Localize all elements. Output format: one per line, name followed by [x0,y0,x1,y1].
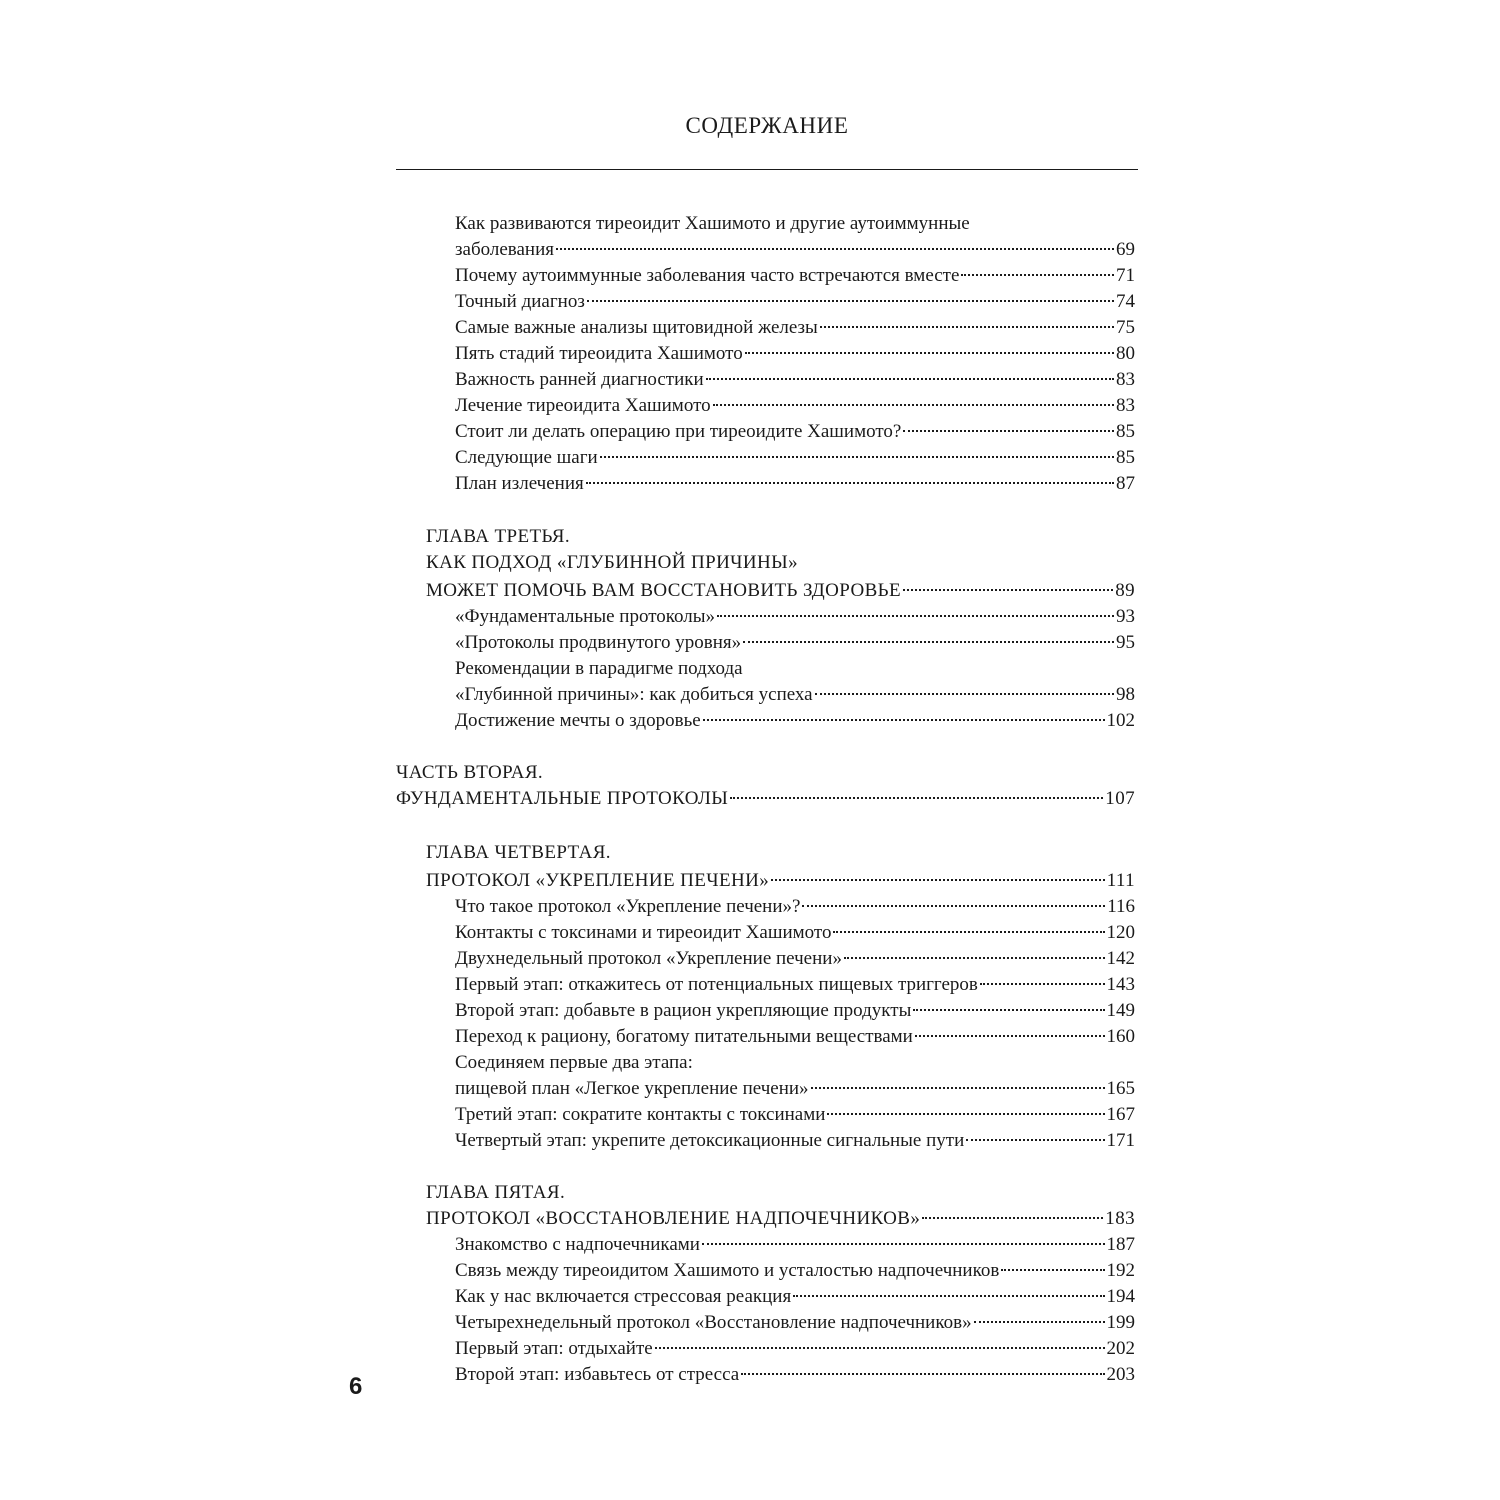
toc-entry-text: Точный диагноз [455,291,585,312]
toc-entry-text: Рекомендации в парадигме подхода [455,658,743,679]
toc-page-number: 165 [1106,1078,1135,1099]
toc-entry[interactable] [455,1336,1135,1362]
toc-entry-text: Соединяем первые два этапа: [455,1052,693,1073]
leader-dots [903,589,1113,591]
toc-page-number: 203 [1106,1364,1135,1385]
leader-dots [827,1113,1104,1115]
leader-dots [811,1087,1105,1089]
toc-entry-text: ПРОТОКОЛ «ВОССТАНОВЛЕНИЕ НАДПОЧЕЧНИКОВ» [426,1208,921,1229]
toc-page-number: 160 [1106,1026,1135,1047]
leader-dots [903,430,1114,432]
toc-page-number: 143 [1106,974,1135,995]
toc-entry-text: ГЛАВА ТРЕТЬЯ. [426,526,571,547]
toc-page-number: 93 [1116,606,1135,627]
leader-dots [600,456,1114,458]
toc-entry-text: ГЛАВА ПЯТАЯ. [426,1182,566,1203]
leader-dots [556,248,1114,250]
toc-entry[interactable] [455,1024,1135,1050]
toc-entry-text: Четвертый этап: укрепите детоксикационные сигнальные пути [455,1130,965,1151]
toc-entry-text: Как у нас включается стрессовая реакция [455,1286,792,1307]
toc-entry[interactable] [455,972,1135,998]
leader-dots [966,1139,1104,1141]
toc-entry-text: Контакты с токсинами и тиреоидит Хашимото [455,922,832,943]
toc-entry-text: ГЛАВА ЧЕТВЕРТАЯ. [426,842,611,863]
leader-dots [1001,1269,1104,1271]
toc-entry[interactable] [455,630,1135,656]
toc-page-number: 120 [1106,922,1135,943]
toc-page-number: 95 [1116,632,1135,653]
leader-dots [922,1217,1103,1219]
toc-entry-text: Четырехнедельный протокол «Восстановление надпочечников» [455,1312,972,1333]
toc-entry-text: Первый этап: откажитесь от потенциальных пищевых триггеров [455,974,978,995]
leader-dots [915,1035,1105,1037]
toc-page-number: 89 [1115,580,1135,601]
toc-entry[interactable] [455,1232,1135,1258]
toc-page-number: 74 [1116,291,1135,312]
toc-entry[interactable] [455,604,1135,630]
toc-page-number: 80 [1116,343,1135,364]
toc-entry[interactable] [455,419,1135,445]
leader-dots [730,797,1103,799]
toc-entry[interactable] [455,1050,1135,1076]
page-title: СОДЕРЖАНИЕ [685,113,849,138]
toc-entry[interactable] [455,1258,1135,1284]
toc-entry-text: «Протоколы продвинутого уровня» [455,632,742,653]
toc-entry-text: Переход к рациону, богатому питательными веществами [455,1026,913,1047]
toc-entry-text: ЧАСТЬ ВТОРАЯ. [396,762,544,783]
leader-dots [793,1295,1104,1297]
page-number: 6 [349,1373,363,1400]
toc-entry[interactable] [455,1284,1135,1310]
toc-entry-text: Почему аутоиммунные заболевания часто встречаются вместе [455,265,960,286]
toc-entry[interactable] [455,656,1135,682]
toc-entry[interactable] [455,393,1135,419]
toc-entry[interactable] [455,315,1135,341]
leader-dots [713,404,1114,406]
toc-page-number: 69 [1116,239,1135,260]
toc-entry-text: Стоит ли делать операцию при тиреоидите Хашимото? [455,421,902,442]
toc-page-number: 149 [1106,1000,1135,1021]
toc-entry[interactable] [455,341,1135,367]
toc-entry-text: «Глубинной причины»: как добиться успеха [455,684,813,705]
chapter-heading[interactable] [426,840,1135,866]
toc-entry[interactable] [455,211,1135,237]
toc-entry[interactable] [455,445,1135,471]
toc-page-number: 183 [1105,1208,1135,1229]
leader-dots [802,905,1105,907]
leader-dots [587,300,1114,302]
part-heading[interactable] [396,760,1135,786]
toc-entry-text: «Фундаментальные протоколы» [455,606,716,627]
toc-entry-text: заболевания [455,239,554,260]
leader-dots [703,719,1105,721]
toc-entry-text: Лечение тиреоидита Хашимото [455,395,711,416]
toc-page-number: 75 [1116,317,1135,338]
toc-page-number: 202 [1106,1338,1135,1359]
toc-page-number: 71 [1116,265,1135,286]
chapter-heading[interactable] [426,524,1135,550]
chapter-heading[interactable] [426,868,1135,894]
leader-dots [745,352,1114,354]
toc-entry-text: Как развиваются тиреоидит Хашимото и другие аутоиммунные [455,213,970,234]
toc-entry[interactable] [455,263,1135,289]
toc-entry-text: Второй этап: добавьте в рацион укрепляющие продукты [455,1000,912,1021]
toc-entry[interactable] [455,920,1135,946]
leader-dots [980,983,1105,985]
leader-dots [913,1009,1104,1011]
toc-entry-text: Самые важные анализы щитовидной железы [455,317,818,338]
toc-entry-text: Следующие шаги [455,447,598,468]
toc-entry-text: МОЖЕТ ПОМОЧЬ ВАМ ВОССТАНОВИТЬ ЗДОРОВЬЕ [426,580,901,601]
toc-entry-text: Третий этап: сократите контакты с токсинами [455,1104,826,1125]
toc-entry-text: ПРОТОКОЛ «УКРЕПЛЕНИЕ ПЕЧЕНИ» [426,870,770,891]
leader-dots [844,957,1105,959]
toc-page-number: 85 [1116,447,1135,468]
toc-entry-text: Двухнедельный протокол «Укрепление печени» [455,948,842,969]
toc-page-number: 192 [1106,1260,1135,1281]
leader-dots [702,1243,1105,1245]
toc-entry[interactable] [455,708,1135,734]
toc-entry-text: Связь между тиреоидитом Хашимото и усталостью надпочечников [455,1260,1000,1281]
part-heading[interactable] [396,786,1135,812]
leader-dots [717,615,1114,617]
toc-entry[interactable] [455,1102,1135,1128]
chapter-heading[interactable] [426,550,1135,576]
leader-dots [706,378,1114,380]
toc-entry[interactable] [455,1076,1135,1102]
toc-entry[interactable] [455,1362,1135,1388]
toc-page-number: 199 [1106,1312,1135,1333]
toc-page-number: 83 [1116,369,1135,390]
toc-entry[interactable] [455,998,1135,1024]
toc-entry-text: Важность ранней диагностики [455,369,704,390]
toc-entry-text: Первый этап: отдыхайте [455,1338,653,1359]
toc-page-number: 194 [1106,1286,1135,1307]
toc-page-number: 83 [1116,395,1135,416]
toc-entry-text: КАК ПОДХОД «ГЛУБИННОЙ ПРИЧИНЫ» [426,552,799,573]
title-rule [396,169,1138,170]
leader-dots [655,1347,1105,1349]
toc-entry-text: Достижение мечты о здоровье [455,710,701,731]
leader-dots [741,1373,1104,1375]
chapter-heading[interactable] [426,1206,1135,1232]
toc-entry-text: Знакомство с надпочечниками [455,1234,700,1255]
leader-dots [815,693,1114,695]
leader-dots [961,274,1114,276]
leader-dots [743,641,1114,643]
toc-page-number: 87 [1116,473,1135,494]
toc-entry[interactable] [455,237,1135,263]
chapter-heading[interactable] [426,578,1135,604]
toc-page-number: 102 [1106,710,1135,731]
leader-dots [833,931,1104,933]
toc-entry[interactable] [455,471,1135,497]
leader-dots [974,1321,1105,1323]
leader-dots [586,482,1114,484]
toc-entry-text: План излечения [455,473,584,494]
toc-entry[interactable] [455,946,1135,972]
leader-dots [820,326,1114,328]
toc-page-number: 142 [1106,948,1135,969]
chapter-heading[interactable] [426,1180,1135,1206]
toc-entry[interactable] [455,1310,1135,1336]
toc-entry[interactable] [455,682,1135,708]
toc-page-number: 85 [1116,421,1135,442]
toc-page-number: 171 [1106,1130,1135,1151]
toc-entry[interactable] [455,367,1135,393]
toc-page-number: 116 [1107,896,1135,917]
toc-page-number: 98 [1116,684,1135,705]
toc-entry[interactable] [455,289,1135,315]
toc-entry-text: Второй этап: избавьтесь от стресса [455,1364,740,1385]
leader-dots [771,879,1105,881]
toc-page-number: 107 [1105,788,1135,809]
toc-entry-text: Что такое протокол «Укрепление печени»? [455,896,801,917]
toc-entry[interactable] [455,894,1135,920]
toc-entry-text: ФУНДАМЕНТАЛЬНЫЕ ПРОТОКОЛЫ [396,788,729,809]
toc-entry-text: пищевой план «Легкое укрепление печени» [455,1078,809,1099]
toc-page-number: 111 [1106,870,1135,891]
toc-page-number: 187 [1106,1234,1135,1255]
toc-entry[interactable] [455,1128,1135,1154]
toc-entry-text: Пять стадий тиреоидита Хашимото [455,343,743,364]
toc-page-number: 167 [1106,1104,1135,1125]
